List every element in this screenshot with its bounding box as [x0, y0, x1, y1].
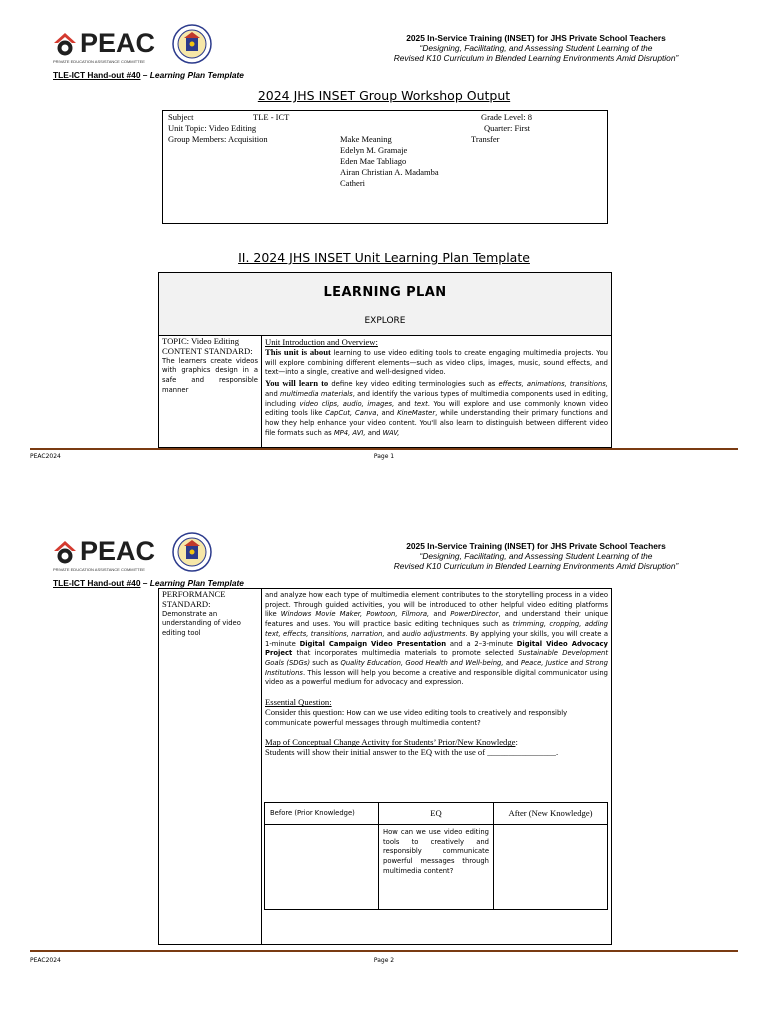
p2-text: WAV,	[382, 428, 400, 437]
map-colon: :	[515, 737, 518, 748]
map-heading: Map of Conceptual Change Activity for Students’ Prior/New Knowledge	[265, 737, 516, 748]
learning-plan-header	[159, 273, 611, 336]
header-title: 2025 In-Service Training (INSET) for JHS Private School Teachers	[406, 541, 666, 551]
p3-text: and	[503, 658, 521, 667]
header-subtitle-2: Revised K10 Curriculum in Blended Learning Environments Amid Disruption”	[393, 53, 679, 63]
template-title: II. 2024 JHS INSET Unit Learning Plan Template	[238, 250, 530, 265]
handout-label	[53, 578, 244, 588]
p2-text: and	[394, 399, 415, 408]
subject-value: TLE - ICT	[253, 112, 290, 122]
eq-cell-text: How can we use video editing tools to creatively and responsibly communicate powerful messages through multimedia content?	[383, 828, 489, 875]
overview-column	[262, 336, 611, 447]
p2-text: and	[365, 428, 383, 437]
deped-seal-icon	[172, 24, 212, 64]
handout-title: Learning Plan Template	[149, 578, 244, 588]
header-before: Before (Prior Knowledge)	[270, 809, 355, 817]
p3-text: Quality Education, Good Health and Well-being,	[340, 658, 504, 667]
peac-logo	[52, 536, 222, 576]
eq-paragraph	[262, 707, 611, 728]
eq-lead: Consider this question:	[265, 707, 347, 718]
p3-text: Digital Video Advocacy Project	[265, 639, 608, 658]
intro-paragraph-1	[262, 347, 611, 378]
header-subtitle-1: “Designing, Facilitating, and Assessing Student Learning of the	[419, 43, 653, 53]
footer-rule	[30, 950, 738, 952]
handout-title: Learning Plan Template	[149, 70, 244, 80]
footer-left: PEAC2024	[30, 957, 61, 964]
handout-dash: –	[140, 578, 150, 588]
p2-text: text	[414, 399, 428, 408]
footer-rule	[30, 448, 738, 450]
intro-heading: Unit Introduction and Overview:	[265, 337, 378, 347]
footer-left: PEAC2024	[30, 453, 61, 460]
performance-standard-label: PERFORMANCE STANDARD:	[162, 589, 226, 609]
table-body-row	[265, 825, 607, 909]
eq-heading: Essential Question:	[265, 697, 332, 708]
training-header	[336, 541, 736, 571]
p3-text: PowerDirector	[450, 610, 499, 619]
page-number: Page 2	[373, 957, 395, 964]
grade-level: Grade Level: 8	[481, 112, 532, 122]
quarter: Quarter: First	[484, 123, 531, 133]
p3-text: that incorporates multimedia materials to promote selected	[292, 649, 519, 658]
topic-label: TOPIC: Video Editing	[162, 336, 239, 346]
header-cell-after	[494, 803, 607, 824]
deped-seal-icon	[172, 532, 212, 572]
intro-paragraph-3	[262, 589, 611, 688]
p3-text: Peace, Justice and Strong Institutions	[265, 658, 608, 677]
p3-text: . By applying your skills, you will create a 1-minute	[265, 629, 608, 648]
page-number: Page 1	[373, 453, 395, 460]
content-standard-label: CONTENT STANDARD:	[162, 345, 253, 356]
header-title: 2025 In-Service Training (INSET) for JHS Private School Teachers	[406, 33, 666, 43]
handout-code: TLE-ICT Hand-out #40	[53, 578, 141, 588]
unit-topic: Unit Topic: Video Editing	[168, 123, 257, 133]
p3-text: and analyze how each type of multimedia element contributes to the storytelling process in a video project. Through guided activities, you will be introduced to other helpful video editing platforms like	[265, 591, 608, 619]
p3-text: and	[384, 629, 403, 638]
p2-lead: You will learn to	[265, 378, 329, 389]
cell-eq	[379, 825, 494, 909]
p3-text: and a 2–3-minute	[446, 639, 517, 648]
map-instruction: Students will show their initial answer to the EQ with the use of ________________.	[265, 747, 559, 758]
p3-text: trimming, cropping, adding text, effects, transitions, narration,	[265, 620, 608, 638]
member-name: Eden Mae Tabliago	[340, 156, 407, 166]
peac-logo	[52, 28, 222, 68]
map-heading-line	[262, 728, 611, 747]
member-name: Edelyn M. Gramaje	[340, 145, 408, 155]
header-cell-before	[265, 803, 379, 824]
subject-label: Subject	[168, 112, 194, 122]
member-name: Airan Christian A. Madamba	[340, 167, 439, 177]
p3-text: such as	[309, 658, 341, 667]
header-subtitle-1: “Designing, Facilitating, and Assessing Student Learning of the	[419, 551, 653, 561]
peac-emblem-icon	[52, 31, 78, 57]
content-standard-text: The learners create videos with graphics design in a safe and responsible manner	[162, 356, 258, 394]
transfer-label: Transfer	[471, 134, 500, 144]
handout-code: TLE-ICT Hand-out #40	[53, 70, 141, 80]
handout-label	[53, 70, 244, 80]
peac-subtext: PRIVATE EDUCATION ASSISTANCE COMMITTEE	[53, 567, 145, 572]
learning-plan-title: LEARNING PLAN	[323, 285, 447, 300]
p2-text: , and identify the various types of multimedia components used in editing, including	[265, 389, 608, 408]
p3-text: Windows Movie Maker, Powtoon, Filmora,	[280, 610, 430, 619]
peac-subtext: PRIVATE EDUCATION ASSISTANCE COMMITTEE	[53, 59, 145, 64]
cell-before	[265, 825, 379, 909]
header-eq: EQ	[430, 808, 442, 818]
peac-emblem-icon	[52, 539, 78, 565]
p3-text: and	[429, 610, 451, 619]
p1-text: learning to use video editing tools to create engaging multimedia projects. You will explore combining different elements—such as video clips, images, music, sound effects, and text—into a single, creative and well-designed video.	[265, 349, 608, 377]
p2-text: multimedia materials	[280, 389, 353, 398]
p2-text: CapCut, Canva	[325, 409, 377, 418]
document-page-2	[0, 508, 768, 1016]
p2-text: . You will explore and use commonly known video editing tools like	[265, 399, 608, 418]
p3-text: Sustainable Development Goals (SDGs)	[265, 649, 608, 667]
learning-plan-table	[158, 272, 612, 448]
peac-wordmark: PEAC	[80, 28, 156, 58]
table-header-row	[265, 803, 607, 825]
conceptual-change-table	[264, 802, 608, 910]
group-members: Group Members: Acquisition	[168, 134, 268, 144]
header-after: After (New Knowledge)	[508, 808, 593, 818]
p2-text: and	[265, 389, 281, 398]
standards-column	[159, 336, 262, 447]
member-name: Catheri	[340, 178, 366, 188]
document-page-1	[0, 0, 768, 508]
p2-text: define key video editing terminologies such as	[328, 380, 499, 389]
learning-plan-stage: EXPLORE	[364, 316, 406, 326]
handout-dash: –	[140, 70, 150, 80]
p2-text: effects, animations, transitions,	[498, 380, 608, 389]
intro-paragraph-2	[262, 378, 611, 438]
p2-text: , and	[376, 409, 398, 418]
p2-text: , while understanding their primary functions and how they help enhance your video content. You'll also learn to distinguish between different video file formats such as	[265, 409, 608, 437]
standards-column	[159, 589, 262, 944]
p3-text: , and understand their unique features and uses. You will practice basic editing techniques such as	[265, 610, 609, 629]
header-subtitle-2: Revised K10 Curriculum in Blended Learning Environments Amid Disruption”	[393, 561, 679, 571]
training-header	[336, 33, 736, 63]
p2-text: video clips, audio, images,	[299, 399, 395, 408]
eq-text: How can we use video editing tools to creatively and responsibly communicate powerful messages through multimedia content?	[265, 709, 568, 727]
workshop-title: 2024 JHS INSET Group Workshop Output	[257, 88, 511, 103]
header-cell-eq	[379, 803, 494, 824]
p2-text: MP4, AVI,	[333, 428, 366, 437]
learning-plan-row	[159, 336, 611, 447]
peac-wordmark: PEAC	[80, 536, 156, 566]
workshop-info-box	[162, 110, 608, 224]
make-meaning-label: Make Meaning	[340, 134, 392, 144]
p3-text: Digital Campaign Video Presentation	[299, 639, 447, 648]
p2-text: KineMaster	[397, 409, 436, 418]
p1-lead: This unit is about	[265, 347, 331, 357]
performance-standard-text: Demonstrate an understanding of video editing tool	[162, 609, 241, 638]
p3-text: . This lesson will help you become a creative and responsible digital communicator using video as a powerful medium for advocacy and expression.	[265, 668, 608, 687]
cell-after	[494, 825, 607, 909]
p3-text: audio adjustments	[402, 629, 466, 638]
